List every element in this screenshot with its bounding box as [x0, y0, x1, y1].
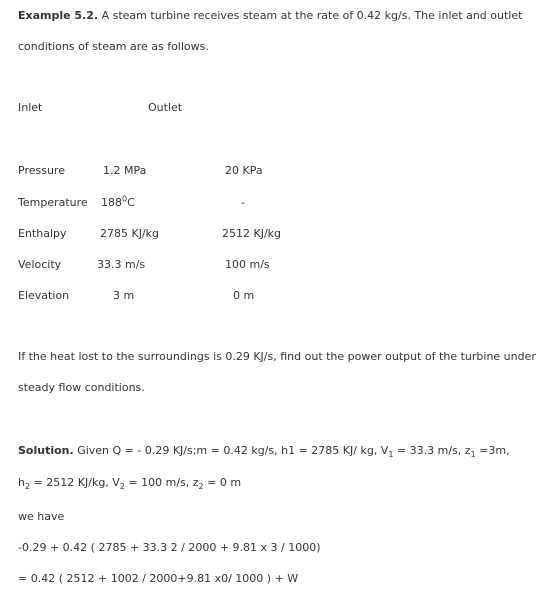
question-line-1: If the heat lost to the surroundings is 0.29 KJ/s, find out the power output of the turbine under: [18, 350, 536, 363]
inlet-header: Inlet: [18, 101, 43, 114]
solution-line-1: Solution. Given Q = - 0.29 KJ/s;m = 0.42 kg/s, h1 = 2785 KJ/ kg, $V_1 = 33.3$ m/s, $z_1 =3m$,: [18, 444, 510, 460]
we-have-text: we have: [18, 510, 65, 523]
example-heading: Example 5.2.: [18, 9, 99, 22]
velocity-outlet: 100 m/s: [225, 258, 270, 271]
pressure-inlet: 1.2 MPa: [103, 164, 147, 177]
enthalpy-outlet: 2512 KJ/kg: [222, 227, 282, 240]
row-label-velocity: Velocity: [18, 258, 62, 271]
temperature-inlet: $188^0C$: [101, 194, 135, 209]
equation-2: = 0.42 ( 2512 + 1002 / 2000+9.81 x0/ 1000 ) + W: [18, 572, 299, 585]
elevation-inlet: 3 m: [113, 289, 135, 302]
problem-line-2: conditions of steam are as follows.: [18, 40, 209, 53]
row-label-enthalpy: Enthalpy: [18, 227, 67, 240]
row-label-temperature: Temperature: [18, 196, 88, 209]
row-label-elevation: Elevation: [18, 289, 70, 302]
enthalpy-inlet: 2785 KJ/kg: [100, 227, 160, 240]
problem-text: A steam turbine receives steam at the rate of 0.42 kg/s. The inlet and outlet: [98, 9, 523, 22]
velocity-inlet: 33.3 m/s: [97, 258, 146, 271]
row-label-pressure: Pressure: [18, 164, 65, 177]
equation-1: -0.29 + 0.42 ( 2785 + 33.3 2 / 2000 + 9.81 x 3 / 1000): [18, 541, 321, 554]
outlet-header: Outlet: [148, 101, 183, 114]
solution-line-2: $h_2 = 2512$ KJ/kg, $V_2 = 100$ m/s, $z_2 = 0$ m: [18, 476, 242, 492]
solution-heading: Solution.: [18, 444, 74, 457]
question-line-2: steady flow conditions.: [18, 381, 145, 394]
pressure-outlet: 20 KPa: [225, 164, 263, 177]
problem-line-1: [18, 9, 522, 23]
elevation-outlet: 0 m: [233, 289, 255, 302]
temperature-outlet: -: [241, 196, 245, 209]
